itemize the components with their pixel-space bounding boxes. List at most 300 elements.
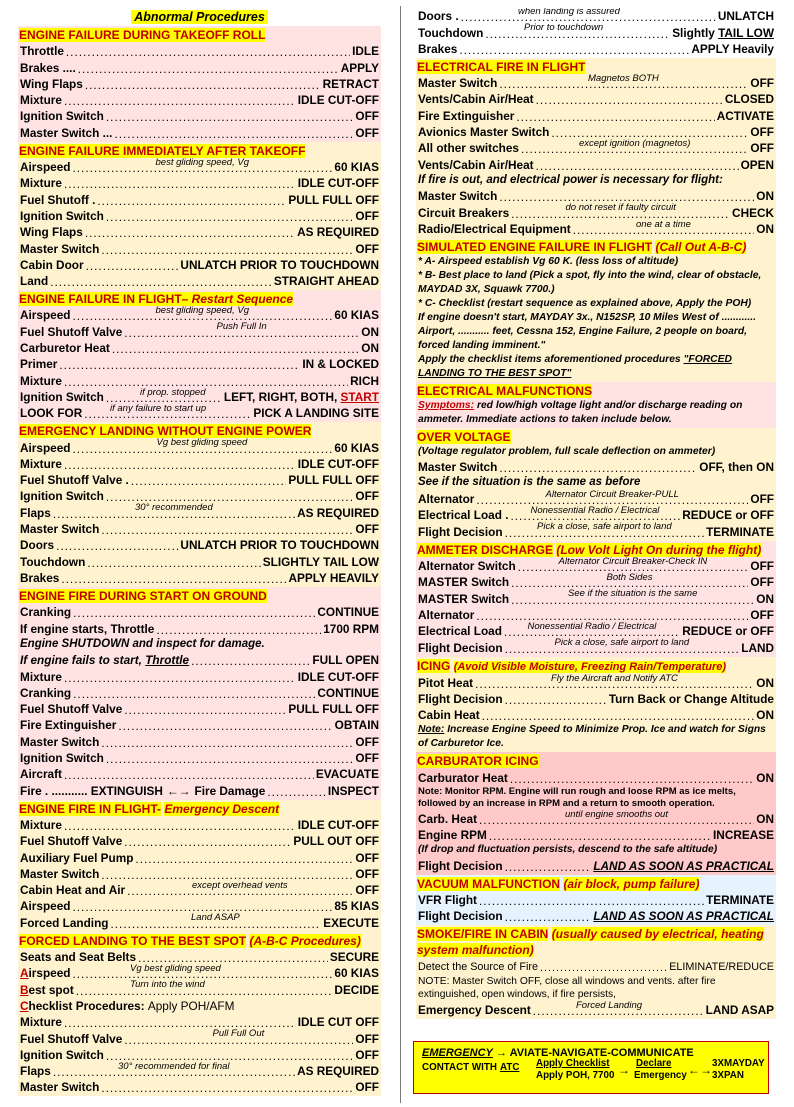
item-label: Airspeed xyxy=(20,899,71,914)
item-label: Avionics Master Switch xyxy=(418,125,550,140)
checklist-row xyxy=(18,685,381,701)
item-label: Fire Extinguisher xyxy=(418,108,515,123)
callout-line-1: EMERGENCY → AVIATE-NAVIGATE-COMMUNICATE xyxy=(422,1047,694,1059)
item-value: ON xyxy=(361,324,379,339)
checklist-row xyxy=(18,849,381,865)
checklist-row xyxy=(18,1030,381,1046)
leader-dots xyxy=(59,359,300,372)
checklist-row: Doors . ..... when landing is assured UNLATCH xyxy=(416,8,776,24)
checklist-row xyxy=(18,124,381,140)
checklist-row xyxy=(18,914,381,930)
item-label: If engine starts, Throttle xyxy=(20,621,155,636)
item-label: Master Switch xyxy=(418,76,498,91)
leader-dots xyxy=(50,276,272,289)
item-label: Flight Decision xyxy=(418,640,503,655)
item-value: OFF xyxy=(355,866,379,881)
section-heading: ENGINE FAILURE IN FLIGHT– Restart Sequence xyxy=(19,292,294,307)
item-note: Magnetos BOTH xyxy=(588,72,659,84)
item-label: Forced Landing xyxy=(20,915,109,930)
checklist-row xyxy=(18,1060,381,1079)
item-value: IDLE CUT-OFF xyxy=(297,669,379,684)
item-value: IDLE CUT-OFF xyxy=(297,176,379,191)
item-value: 60 KIAS xyxy=(334,160,379,175)
item-label: Brakes .... xyxy=(20,60,76,75)
item-label: MASTER Switch xyxy=(418,591,510,606)
leader-dots xyxy=(482,710,755,723)
checklist-row xyxy=(18,504,381,520)
leader-dots xyxy=(56,540,178,553)
drop-text: (If drop and fluctuation persists, descend to the safe altitude) xyxy=(418,844,718,856)
item-note: Fly the Aircraft and Notify ATC xyxy=(551,672,678,684)
item-note: 30° recommended xyxy=(135,502,213,514)
leader-dots xyxy=(97,195,286,208)
item-value: 60 KIAS xyxy=(334,308,379,323)
checklist-row xyxy=(18,668,381,684)
leader-dots xyxy=(85,227,295,240)
abc-item-a: * A- Airspeed establish Vg 60 K. (less loss of altitude) xyxy=(418,256,679,268)
checklist-row xyxy=(18,472,381,488)
item-value: CONTINUE xyxy=(317,605,379,620)
leader-dots xyxy=(64,820,296,833)
leader-dots xyxy=(64,178,296,191)
item-value: OFF xyxy=(355,241,379,256)
item-label: Fuel Shutoff Valve xyxy=(20,834,123,849)
checklist-row xyxy=(416,91,776,107)
checklist-row xyxy=(416,769,776,785)
leader-dots xyxy=(64,376,348,389)
checklist-row: Flight Decision ..... LAND AS SOON AS PRACTICAL xyxy=(416,857,776,873)
item-label: Alternator xyxy=(418,492,475,507)
item-value: IDLE CUT OFF xyxy=(297,1015,379,1030)
item-value: ON xyxy=(756,675,774,690)
item-label: Throttle xyxy=(20,44,64,59)
item-value: OFF xyxy=(355,489,379,504)
item-label: Ignition Switch xyxy=(20,751,104,766)
item-label: Airspeed xyxy=(20,160,71,175)
item-note: Nonessential Radio / Electrical xyxy=(527,620,657,632)
item-label: Cranking xyxy=(20,605,72,620)
leader-dots xyxy=(106,111,354,124)
item-value: ON xyxy=(756,770,774,785)
checklist-row xyxy=(416,555,776,574)
item-label: Cabin Door xyxy=(20,257,84,272)
callout-line-2: CONTACT WITH ATC Apply Checklist Apply POH, 7700 → Declare Emergency ←→ 3XMAYDAY 3XPAN xyxy=(422,1058,765,1081)
emergency-callout-box xyxy=(413,1041,769,1094)
item-value: OPEN xyxy=(740,157,774,172)
checklist-row xyxy=(416,691,776,707)
checklist-row: Emergency Descent ..... Forced Landing LAND ASAP xyxy=(416,1002,776,1018)
checklist-row xyxy=(18,340,381,356)
leader-dots xyxy=(479,895,704,908)
leader-dots xyxy=(61,573,286,586)
section-heading: ENGINE FIRE IN FLIGHT- Emergency Descent xyxy=(19,801,280,816)
checklist-row: Fire . ........... EXTINGUISH ←→ Fire Damage ..... INSPECT xyxy=(18,782,381,798)
item-label: Master Switch xyxy=(20,241,100,256)
if-fire-out-text: If fire is out, and electrical power is necessary for flight: xyxy=(418,173,723,186)
item-value: OFF xyxy=(355,883,379,898)
checklist-row xyxy=(416,204,776,220)
leader-dots xyxy=(101,1082,353,1095)
symptoms-text: Symptoms: red low/high voltage light and/or discharge reading on ammeter. Immediate actions to taken include below. xyxy=(418,400,743,426)
section-heading: ELECTRICAL MALFUNCTIONS xyxy=(417,384,593,399)
checklist-row xyxy=(18,43,381,59)
section-landing-continued xyxy=(416,8,776,58)
leader-dots xyxy=(85,79,321,92)
item-note: Vg best gliding speed xyxy=(156,437,248,449)
leader-dots xyxy=(516,111,714,124)
item-label: Wing Flaps xyxy=(20,76,83,91)
item-note: except ignition (magnetos) xyxy=(579,138,691,150)
item-label: Master Switch xyxy=(418,189,498,204)
item-label: Ignition Switch xyxy=(20,208,104,223)
item-label: Fuel Shutoff Valve xyxy=(20,702,123,717)
checklist-row: Ignition Switch ..... if prop. stopped LEFT, RIGHT, BOTH, START xyxy=(18,389,381,405)
leader-dots xyxy=(118,720,332,733)
item-label: Primer xyxy=(20,357,58,372)
checklist-row xyxy=(18,240,381,256)
item-value: EXECUTE xyxy=(323,915,379,930)
checklist-row xyxy=(18,59,381,75)
item-label: Fuel Shutoff Valve xyxy=(20,1031,123,1046)
item-value: ON xyxy=(361,341,379,356)
section-engine-failure-in-flight xyxy=(18,290,381,422)
item-label: Mixture xyxy=(20,373,62,388)
item-label: All other switches xyxy=(418,141,519,156)
item-label: Mixture xyxy=(20,669,62,684)
item-label: Ignition Switch xyxy=(20,109,104,124)
item-value: CONTINUE xyxy=(317,685,379,700)
checklist-row xyxy=(18,733,381,749)
section-emergency-landing xyxy=(18,422,381,587)
leader-dots xyxy=(106,753,354,766)
checklist-row xyxy=(18,620,381,636)
section-heading: AMMETER DISCHARGE (Low Volt Light On during the flight) xyxy=(417,542,762,557)
item-value: OFF xyxy=(355,1080,379,1095)
leader-dots xyxy=(78,63,339,76)
apply-checklist-text: Apply the checklist items aforementioned procedures "FORCED LANDING TO THE BEST SPOT" xyxy=(418,354,732,380)
section-heading: ENGINE FAILURE IMMEDIATELY AFTER TAKEOFF xyxy=(19,143,306,158)
checklist-row xyxy=(18,750,381,766)
item-value: ON xyxy=(756,222,774,237)
item-value: OFF xyxy=(355,109,379,124)
item-label: Mixture xyxy=(20,817,62,832)
item-value: OFF xyxy=(355,522,379,537)
arrow-icon: → xyxy=(618,1063,630,1077)
section-heading: ICING (Avoid Visible Moisture, Freezing Rain/Temperature) xyxy=(417,658,727,673)
leader-dots xyxy=(114,128,353,141)
leader-dots xyxy=(101,244,353,257)
section-heading: ELECTRICAL FIRE IN FLIGHT xyxy=(417,59,586,74)
item-label: Cranking xyxy=(20,685,72,700)
checklist-row xyxy=(18,817,381,833)
section-carburator-icing xyxy=(416,752,776,874)
checklist-row: Best spot ..... Turn into the wind DECIDE xyxy=(18,981,381,997)
section-over-voltage xyxy=(416,428,776,541)
checklist-row xyxy=(18,553,381,569)
section-heading: VACUUM MALFUNCTION (air block, pump failure) xyxy=(417,876,700,891)
item-value: RICH xyxy=(350,373,379,388)
item-value: TERMINATE xyxy=(706,892,774,907)
checklist-row xyxy=(416,639,776,655)
leader-dots xyxy=(135,853,353,866)
item-note: Alternator Circuit Breaker-PULL xyxy=(545,488,679,500)
checklist-row xyxy=(18,273,381,289)
item-value: RETRACT xyxy=(322,76,379,91)
item-value: IDLE CUT-OFF xyxy=(297,93,379,108)
section-ammeter-discharge xyxy=(416,541,776,657)
checklist-row: Seats and Seat Belts ..... SECURE xyxy=(18,949,381,965)
left-column xyxy=(18,8,381,1103)
checklist-row: Checklist Procedures: Apply POH/AFM xyxy=(20,998,235,1013)
item-label: Electrical Load . xyxy=(418,508,509,523)
item-value: UNLATCH PRIOR TO TOUCHDOWN xyxy=(180,538,379,553)
item-label: Wing Flaps xyxy=(20,225,83,240)
item-value: OFF xyxy=(750,125,774,140)
checklist-row xyxy=(18,701,381,717)
leader-dots xyxy=(87,557,260,570)
item-value: OFF xyxy=(355,1031,379,1046)
item-value: OFF xyxy=(355,734,379,749)
carb-note: Note: Monitor RPM. Engine will run rough and loose RPM as ice melts, followed by an increase in RPM and a return to smooth operation. xyxy=(418,785,736,810)
leader-dots xyxy=(112,343,359,356)
section-icing xyxy=(416,657,776,753)
item-value: OFF xyxy=(355,208,379,223)
checklist-row xyxy=(18,521,381,537)
item-label: Flaps xyxy=(20,505,51,520)
section-forced-landing xyxy=(18,932,381,1097)
item-value: ON xyxy=(756,708,774,723)
checklist-row xyxy=(18,208,381,224)
item-value: LAND xyxy=(741,640,774,655)
leader-dots xyxy=(73,607,315,620)
item-label: MASTER Switch xyxy=(418,575,510,590)
abc-item-b: * B- Best place to land (Pick a spot, fly into the wind, clear of obstacle, MAYDAD 3X, Squawk 7700.) xyxy=(418,270,762,296)
item-label: Master Switch xyxy=(20,1080,100,1095)
item-value: OFF xyxy=(750,76,774,91)
checklist-row xyxy=(18,175,381,191)
checklist-row xyxy=(416,707,776,723)
see-if-text: See if the situation is the same as before xyxy=(418,476,641,489)
checklist-row xyxy=(416,892,776,908)
item-value: OFF xyxy=(750,607,774,622)
item-label: Pitot Heat xyxy=(418,675,474,690)
item-value: 1700 RPM xyxy=(323,621,379,636)
item-label: Fuel Shutoff Valve xyxy=(20,324,123,339)
item-label: Alternator xyxy=(418,607,475,622)
item-label: Vents/Cabin Air/Heat xyxy=(418,157,534,172)
item-label: Brakes xyxy=(20,570,60,585)
checklist-row xyxy=(18,537,381,553)
item-note: Both Sides xyxy=(606,572,653,584)
section-engine-fire-start xyxy=(18,587,381,800)
item-note: do not reset if faulty circuit xyxy=(565,202,676,214)
item-value: CHECK xyxy=(732,205,774,220)
leader-dots xyxy=(64,95,296,108)
item-value: IDLE xyxy=(352,44,379,59)
section-heading: ENGINE FIRE DURING START ON GROUND xyxy=(19,588,267,603)
section-vacuum-malfunction xyxy=(416,875,776,926)
checklist-row xyxy=(18,833,381,849)
item-note: Pick a close, safe airport to land xyxy=(537,521,672,533)
mayday-script: If engine doesn't start, MAYDAY 3x., N152SP, 10 Miles West of ............ Airport, ........... feet, Cessna 152, Engine Failure, 2 people on board, forced landing imminent." xyxy=(418,312,756,352)
item-label: Ignition Switch xyxy=(20,1047,104,1062)
icing-note: Note: Increase Engine Speed to Minimize Prop. Ice and watch for Signs of Carburetor Ice. xyxy=(418,724,766,750)
item-label: Mixture xyxy=(20,176,62,191)
checklist-row xyxy=(18,191,381,207)
item-label: Aircraft xyxy=(20,767,62,782)
shutdown-text: Engine SHUTDOWN and inspect for damage. xyxy=(20,637,265,650)
item-note: best gliding speed, Vg xyxy=(155,156,249,168)
item-note: except overhead vents xyxy=(192,879,288,891)
checklist-row xyxy=(18,156,381,175)
item-label: Alternator Switch xyxy=(418,559,516,574)
item-label: Circuit Breakers xyxy=(418,205,510,220)
abc-item-c: * C- Checklist (restart sequence as explained above, Apply the POH) xyxy=(418,298,752,310)
checklist-row xyxy=(416,140,776,156)
item-value: EVACUATE xyxy=(315,767,379,782)
smoke-note: NOTE: Master Switch OFF, close all windows and vents. after fire extinguished, open windows, if fire persists, xyxy=(418,975,716,1000)
item-note: Alternator Circuit Breaker-Check IN xyxy=(558,555,708,567)
item-label: Fuel Shutoff Valve . xyxy=(20,473,129,488)
item-note: Nonessential Radio / Electrical xyxy=(530,505,660,517)
leader-dots xyxy=(156,624,321,637)
checklist-row xyxy=(416,590,776,606)
section-simulated-engine-failure xyxy=(416,238,776,382)
item-value: ACTIVATE xyxy=(716,108,774,123)
item-label: Airspeed xyxy=(20,308,71,323)
section-heading: FORCED LANDING TO THE BEST SPOT (A-B-C Procedures) xyxy=(19,933,361,948)
item-value: CLOSED xyxy=(724,92,774,107)
item-label: Ignition Switch xyxy=(20,489,104,504)
item-label: Vents/Cabin Air/Heat xyxy=(418,92,534,107)
leader-dots xyxy=(101,524,353,537)
item-value: PULL FULL OFF xyxy=(288,192,379,207)
item-label: Radio/Electrical Equipment xyxy=(418,222,571,237)
item-note: Pick a close, safe airport to land xyxy=(554,637,690,649)
section-engine-failure-after-takeoff xyxy=(18,142,381,290)
right-column xyxy=(416,8,776,1103)
checklist-row xyxy=(18,92,381,108)
item-note: Push Full In xyxy=(216,321,267,333)
item-value: IDLE CUT-OFF xyxy=(297,456,379,471)
item-value: ON xyxy=(756,812,774,827)
item-value: TERMINATE xyxy=(706,524,774,539)
item-label: Flight Decision xyxy=(418,692,503,707)
checklist-row xyxy=(18,108,381,124)
item-value: 85 KIAS xyxy=(334,899,379,914)
item-value: AS REQUIRED xyxy=(297,225,379,240)
item-note: Land ASAP xyxy=(191,912,240,924)
item-value: OFF xyxy=(355,1047,379,1062)
checklist-row: Detect the Source of Fire ..... ELIMINATE/REDUCE xyxy=(416,958,776,974)
item-value: Turn Back or Change Altitude xyxy=(608,692,774,707)
item-label: Engine RPM xyxy=(418,828,487,843)
item-label: Carburator Heat xyxy=(418,770,508,785)
checklist-row xyxy=(416,72,776,91)
checklist-row xyxy=(18,323,381,339)
item-value: UNLATCH PRIOR TO TOUCHDOWN xyxy=(180,257,379,272)
leader-dots xyxy=(66,46,350,59)
item-label: Flaps xyxy=(20,1064,51,1079)
leader-dots xyxy=(536,94,723,107)
checklist-row xyxy=(18,456,381,472)
checklist-row xyxy=(416,156,776,172)
item-label: Fire Extinguisher xyxy=(20,718,117,733)
item-label: Airspeed xyxy=(20,440,71,455)
checklist-row: Touchdown ..... Prior to touchdown Slightly TAIL LOW xyxy=(416,24,776,40)
checklist-row xyxy=(18,307,381,323)
item-value: INCREASE xyxy=(713,828,774,843)
leader-dots xyxy=(64,672,296,685)
checklist-row xyxy=(18,257,381,273)
item-value: OFF xyxy=(750,141,774,156)
item-value: OFF xyxy=(750,575,774,590)
item-label: Mixture xyxy=(20,456,62,471)
item-label: Master Switch xyxy=(20,866,100,881)
item-value: PULL OUT OFF xyxy=(293,834,379,849)
checklist-row xyxy=(416,523,776,539)
item-label: Master Switch xyxy=(20,522,100,537)
item-value: SLIGHTLY TAIL LOW xyxy=(262,554,379,569)
checklist-row: LOOK FOR ..... if any failure to start up PICK A LANDING SITE xyxy=(18,405,381,421)
checklist-row xyxy=(416,827,776,843)
section-heading: SMOKE/FIRE IN CABIN (usually caused by electrical, heating system malfunction) xyxy=(417,927,764,958)
item-value: OFF xyxy=(355,125,379,140)
item-value: OBTAIN xyxy=(334,718,379,733)
item-value: ON xyxy=(756,189,774,204)
item-value: ON xyxy=(756,591,774,606)
checklist-row xyxy=(18,76,381,92)
item-value: OFF xyxy=(750,559,774,574)
section-heading: ENGINE FAILURE DURING TAKEOFF ROLL xyxy=(19,28,266,42)
checklist-row: Master Switch ..... OFF, then ON xyxy=(416,459,776,475)
section-heading: EMERGENCY LANDING WITHOUT ENGINE POWER xyxy=(19,424,312,439)
checklist-row: Airspeed ..... Vg best gliding speed 60 KIAS xyxy=(18,965,381,981)
item-label: Flight Decision xyxy=(418,524,503,539)
leader-dots xyxy=(510,773,754,786)
leader-dots xyxy=(86,260,179,273)
item-label: Touchdown xyxy=(20,554,86,569)
item-note: See if the situation is the same xyxy=(568,588,698,600)
item-note: Pull Full Out xyxy=(212,1028,265,1040)
checklist-row: If engine fails to start, Throttle ..... FULL OPEN xyxy=(18,652,381,668)
item-label: Fuel Shutoff . xyxy=(20,192,96,207)
item-value: PULL FULL OFF xyxy=(288,702,379,717)
section-heading: OVER VOLTAGE xyxy=(417,430,511,445)
checklist-row xyxy=(18,766,381,782)
item-value: AS REQUIRED xyxy=(297,505,379,520)
leader-dots xyxy=(73,688,315,701)
item-value: OFF xyxy=(355,850,379,865)
item-note: best gliding speed, Vg xyxy=(155,305,249,317)
leader-dots xyxy=(489,830,711,843)
checklist-row xyxy=(18,1079,381,1095)
checklist-row xyxy=(416,672,776,691)
leader-dots xyxy=(536,160,739,173)
checklist-row xyxy=(18,356,381,372)
item-label: Auxiliary Fuel Pump xyxy=(20,850,134,865)
checklist-row xyxy=(18,224,381,240)
column-divider xyxy=(400,6,401,1103)
item-label: VFR Flight xyxy=(418,892,477,907)
section-electrical-malfunctions xyxy=(416,382,776,428)
item-value: APPLY HEAVILY xyxy=(288,570,379,585)
section-engine-failure-takeoff-roll xyxy=(18,26,381,142)
leader-dots xyxy=(124,704,286,717)
item-label: Mixture xyxy=(20,93,62,108)
checklist-row xyxy=(416,107,776,123)
item-label: Master Switch xyxy=(20,734,100,749)
